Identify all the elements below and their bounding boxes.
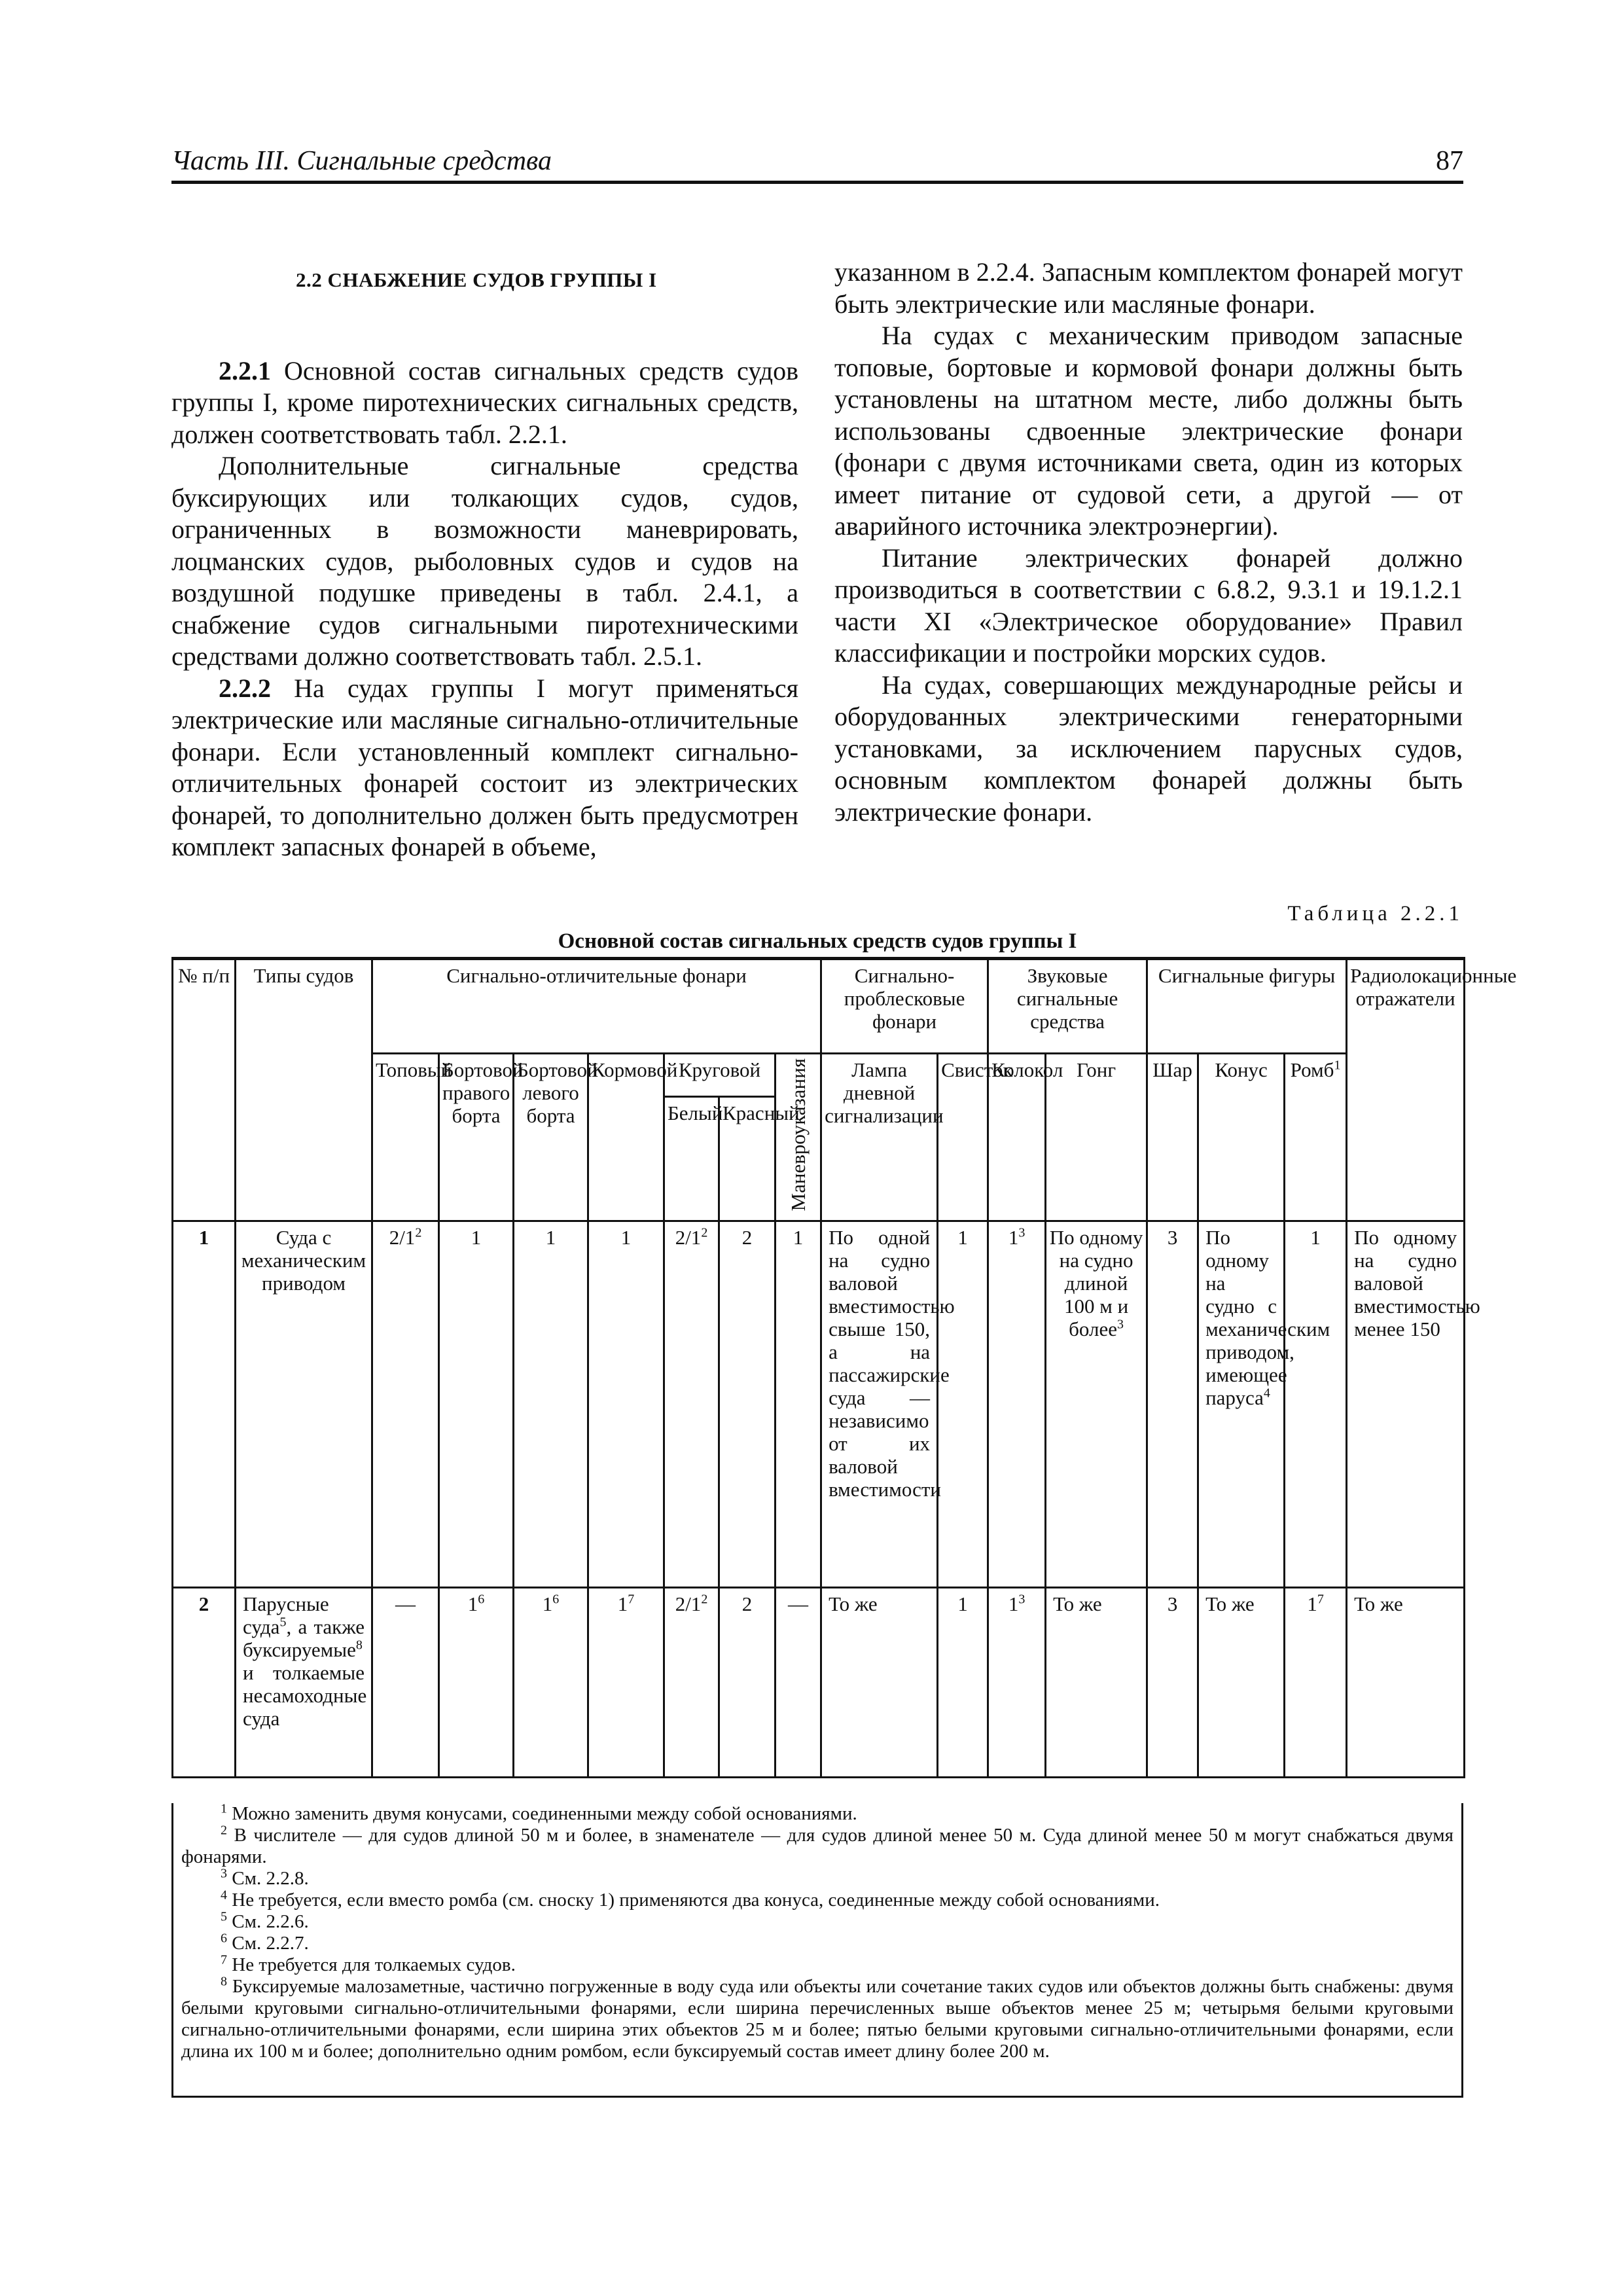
header-side-left: Бортовой левого борта [514, 1054, 588, 1221]
footnote-text: Не требуется для толкаемых судов. [227, 1954, 516, 1975]
footnote-number: 5 [221, 1909, 227, 1924]
right-column [834, 257, 1463, 828]
cell-red: 2 [719, 1588, 776, 1778]
footnote-ref: 8 [355, 1638, 363, 1653]
cell-lamp: По одной на судно валовой вместимостью свыше 150, а на пассажирские суда — независимо от их валовой вместимости [821, 1221, 938, 1588]
cell-top: — [372, 1588, 439, 1778]
cell-value: 2/1 [675, 1592, 702, 1615]
header-manoeuvre-text: Маневроуказания [787, 1058, 810, 1211]
cell-stern [588, 1588, 664, 1778]
cell-value: 1 [1307, 1592, 1317, 1615]
footnote-ref: 2 [415, 1225, 422, 1240]
footnote-ref: 3 [1116, 1317, 1124, 1332]
paragraph-2-2-1 [171, 355, 798, 451]
footnote-number: 6 [221, 1931, 227, 1946]
cell-value: По одному на судно длиной 100 м и более [1049, 1226, 1143, 1340]
footnote-ref: 7 [628, 1592, 635, 1607]
footnote-ref: 6 [552, 1592, 560, 1607]
row-number: 2 [173, 1588, 236, 1778]
cell-side-right: 1 [439, 1221, 514, 1588]
footnote [181, 1954, 1454, 1976]
header-diamond [1285, 1054, 1347, 1221]
header-number: № п/п [173, 959, 236, 1221]
footnote [181, 1803, 1454, 1825]
header-allround: Круговой [664, 1054, 776, 1097]
cell-bell [988, 1221, 1046, 1588]
footnote-number: 1 [221, 1801, 227, 1816]
cell-value: Парусные суда [243, 1592, 329, 1638]
paragraph-number: 2.2.1 [219, 355, 271, 386]
footnote-ref: 7 [1317, 1592, 1324, 1607]
paragraph: На судах с механическим приводом запасные топовые, бортовые и кормовой фонари должны быть установлены на штатном месте, либо должны быть использованы сдвоенные электрические фонари (фонари с двумя источниками света, один из которых имеет питание от судовой сети, а другой — от аварийного источника электроэнергии). [834, 321, 1463, 541]
header-whistle: Свисток [938, 1054, 988, 1221]
footnote [181, 1825, 1454, 1868]
cell-top [372, 1221, 439, 1588]
cell-radar: По одному на судно валовой вместимостью менее 150 [1347, 1221, 1465, 1588]
cell-value: 1 [1008, 1592, 1019, 1615]
table-footnotes [171, 1803, 1463, 2098]
footnote-ref: 5 [279, 1615, 287, 1630]
header-flash-group: Сигнально-проблесковые фонари [821, 959, 988, 1054]
table-row [173, 1221, 1465, 1588]
footnote [181, 1911, 1454, 1933]
footnote-number: 7 [221, 1952, 227, 1967]
header-bell: Колокол [988, 1054, 1046, 1221]
cell-cone [1198, 1221, 1330, 1588]
cell-bell [988, 1588, 1046, 1778]
header-diamond-text: Ромб [1290, 1058, 1334, 1081]
table-title: Основной состав сигнальных средств судов группы I [558, 929, 1077, 953]
footnote-text: Можно заменить двумя конусами, соединенными между собой основаниями. [227, 1803, 857, 1824]
header-red: Красный [719, 1097, 776, 1221]
header-stern: Кормовой [588, 1054, 664, 1221]
header-white: Белый [664, 1097, 719, 1221]
footnote-ref: 1 [1334, 1058, 1341, 1073]
row-number: 1 [173, 1221, 236, 1588]
header-ship-types: Типы судов [236, 959, 372, 1221]
header-ball: Шар [1147, 1054, 1198, 1221]
cell-side-left: 1 [514, 1221, 588, 1588]
cell-ball: 3 [1147, 1221, 1198, 1588]
footnote-text: В числителе — для судов длиной 50 м и более, в знаменателе — для судов длиной менее 50 м. Суда длиной менее 50 м могут снабжаться двумя фонарями. [181, 1825, 1454, 1867]
cell-white [664, 1221, 719, 1588]
page-number: 87 [1436, 146, 1463, 176]
cell-value: 1 [467, 1592, 478, 1615]
cell-value: 1 [617, 1592, 628, 1615]
header-gong: Гонг [1046, 1054, 1147, 1221]
paragraph-2-2-2 [171, 673, 798, 863]
cell-value: 1 [1008, 1226, 1019, 1249]
header-top: Топовый [372, 1054, 439, 1221]
footnote-ref: 6 [478, 1592, 485, 1607]
footnote-number: 8 [221, 1974, 227, 1989]
cell-value: 2/1 [675, 1226, 702, 1249]
footnote-ref: 4 [1263, 1386, 1270, 1401]
cell-value: 2/1 [389, 1226, 416, 1249]
footnote-number: 2 [221, 1823, 227, 1838]
footnote-text: Не требуется, если вместо ромба (см. сноску 1) применяются два конуса, соединенные между собой основаниями. [227, 1890, 1160, 1910]
cell-value: По одному на судно с механическим приводом, имеющее паруса [1205, 1226, 1330, 1409]
header-sound-group: Звуковые сигнальные средства [988, 959, 1147, 1054]
table-label: Таблица 2.2.1 [1287, 902, 1463, 925]
header-lights-group: Сигнально-отличительные фонари [372, 959, 821, 1054]
paragraph-number: 2.2.2 [219, 673, 271, 703]
cell-value: 1 [542, 1592, 553, 1615]
footnote-ref: 2 [701, 1592, 708, 1607]
cell-diamond: 1 [1285, 1221, 1347, 1588]
footnote [181, 1976, 1454, 2062]
header-cone: Конус [1198, 1054, 1285, 1221]
paragraph: указанном в 2.2.4. Запасным комплектом фонарей могут быть электрические или масляные фонари. [834, 257, 1463, 319]
cell-gong [1046, 1221, 1147, 1588]
cell-red: 2 [719, 1221, 776, 1588]
footnote [181, 1890, 1454, 1911]
cell-ship-type: Суда с механическим приводом [236, 1221, 372, 1588]
cell-lamp: То же [821, 1588, 938, 1778]
signal-means-table [171, 957, 1517, 1778]
footnote [181, 1933, 1454, 1954]
cell-value: , а также буксируемые [243, 1615, 365, 1661]
cell-white [664, 1588, 719, 1778]
cell-side-left [514, 1588, 588, 1778]
left-column [171, 255, 798, 863]
header-manoeuvre [776, 1054, 821, 1221]
cell-whistle: 1 [938, 1588, 988, 1778]
cell-diamond [1285, 1588, 1347, 1778]
footnote-ref: 3 [1018, 1225, 1026, 1240]
footnote-text: См. 2.2.6. [227, 1911, 309, 1932]
cell-ball: 3 [1147, 1588, 1198, 1778]
paragraph-text: Основной состав сигнальных средств судов группы I, кроме пиротехнических сигнальных средств, должен соответствовать табл. 2.2.1. [171, 355, 798, 449]
footnote-ref: 2 [701, 1225, 708, 1240]
cell-manoeuvre: 1 [776, 1221, 821, 1588]
header-shapes-group: Сигнальные фигуры [1147, 959, 1347, 1054]
paragraph: На судах, совершающих международные рейсы и оборудованных электрическими генераторными установками, за исключением парусных судов, основным комплектом фонарей должны быть электрические фонари. [834, 670, 1463, 827]
section-title: 2.2 СНАБЖЕНИЕ СУДОВ ГРУППЫ I [296, 268, 657, 291]
cell-manoeuvre: — [776, 1588, 821, 1778]
cell-side-right [439, 1588, 514, 1778]
header-lamp: Лампа дневной сигнализации [821, 1054, 938, 1221]
paragraph-text: На судах группы I могут применяться электрические или масляные сигнально-отличительные фонари. Если установленный комплект сигнально-отличительных фонарей состоит из электрических фонарей, то дополнительно должен быть предусмотрен комплект запасных фонарей в объеме, [171, 673, 798, 861]
header-radar: Радиолокационные отражатели [1347, 959, 1465, 1221]
cell-whistle: 1 [938, 1221, 988, 1588]
footnote-number: 4 [221, 1888, 227, 1903]
footnote-text: См. 2.2.7. [227, 1933, 309, 1954]
cell-radar: То же [1347, 1588, 1465, 1778]
cell-gong: То же [1046, 1588, 1147, 1778]
cell-stern: 1 [588, 1221, 664, 1588]
footnote-number: 3 [221, 1866, 227, 1881]
footnote-text: См. 2.2.8. [227, 1868, 309, 1889]
footnote [181, 1868, 1454, 1890]
cell-value: и толкаемые несамоходные суда [243, 1661, 367, 1730]
paragraph: Питание электрических фонарей должно производиться в соответствии с 6.8.2, 9.3.1 и 19.1.2.1 части XI «Электрическое оборудование» Правил классификации и постройки морских судов. [834, 543, 1463, 668]
running-head [171, 143, 1463, 184]
cell-cone: То же [1198, 1588, 1285, 1778]
table-row [173, 1588, 1465, 1778]
running-head-title: Часть III. Сигнальные средства [171, 146, 552, 176]
footnote-ref: 3 [1018, 1592, 1026, 1607]
cell-ship-type [236, 1588, 372, 1778]
paragraph: Дополнительные сигнальные средства буксирующих или толкающих судов, судов, ограниченных в возможности маневрировать, лоцманских судов, рыболовных судов и судов на воздушной подушке приведены в табл. 2.4.1, а снабжение судов сигнальными пиротехническими средствами должно соответствовать табл. 2.5.1. [171, 451, 798, 671]
header-side-right: Бортовой правого борта [439, 1054, 514, 1221]
footnote-text: Буксируемые малозаметные, частично погруженные в воду суда или объекты или сочетание таких судов или объектов должны быть снабжены: двумя белыми круговыми сигнально-отличительными фонарями, если ширина перечисленных выше объектов менее 25 м; четырьмя белыми круговыми сигнально-отличительными фонарями, если ширина этих объектов 25 м и более; пятью белыми круговыми сигнально-отличительными фонарями, если длина их 100 м и более; дополнительно одним ромбом, если буксируемый состав имеет длину более 200 м. [181, 1976, 1454, 2062]
